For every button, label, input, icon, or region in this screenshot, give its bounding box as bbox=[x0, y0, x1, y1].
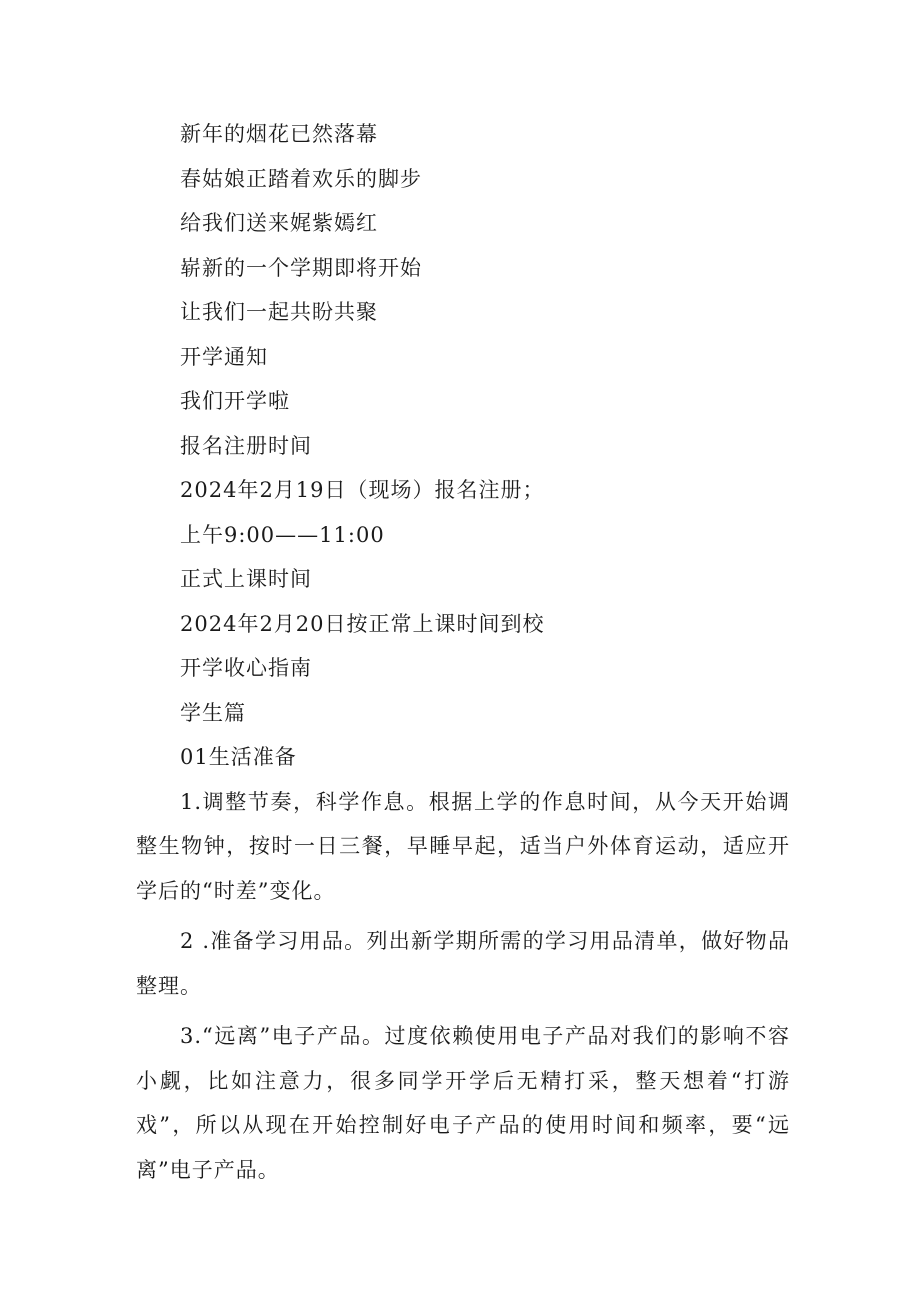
text-line: 新年的烟花已然落幕 bbox=[180, 122, 378, 146]
text-line: 2024年2月20日按正常上课时间到校 bbox=[180, 611, 545, 636]
text-line: 我们开学啦 bbox=[180, 389, 290, 413]
text-line: 春姑娘正踏着欢乐的脚步 bbox=[180, 166, 422, 191]
text-line: 让我们一起共盼共聚 bbox=[180, 300, 378, 324]
paragraph: 3.“远离”电子产品。过度依赖使用电子产品对我们的影响不容小觑，比如注意力，很多同学开学后无精打采，整天想着“打游戏”，所以从现在开始控制好电子产品的使用时间和频率，要“远离”电子产品。 bbox=[136, 1024, 790, 1182]
section-heading: 01生活准备 bbox=[180, 745, 297, 769]
paragraph: 1.调整节奏，科学作息。根据上学的作息时间，从今天开始调整生物钟，按时一日三餐，早睡早起，适当户外体育运动，适应开学后的“时差”变化。 bbox=[136, 789, 790, 903]
section-heading: 开学通知 bbox=[180, 344, 268, 369]
text-line: 上午9:00——11:00 bbox=[180, 522, 385, 547]
section-heading: 正式上课时间 bbox=[180, 567, 312, 591]
section-heading: 学生篇 bbox=[180, 700, 246, 725]
text-line: 给我们送来娓紫嫣红 bbox=[180, 211, 378, 235]
text-line: 崭新的一个学期即将开始 bbox=[180, 255, 422, 280]
text-line: 2024年2月19日（现场）报名注册； bbox=[180, 478, 545, 502]
document-body bbox=[136, 112, 790, 1192]
section-heading: 报名注册时间 bbox=[180, 433, 312, 458]
paragraph: 2 .准备学习用品。列出新学期所需的学习用品清单，做好物品整理。 bbox=[136, 929, 790, 998]
section-heading: 开学收心指南 bbox=[180, 656, 312, 680]
